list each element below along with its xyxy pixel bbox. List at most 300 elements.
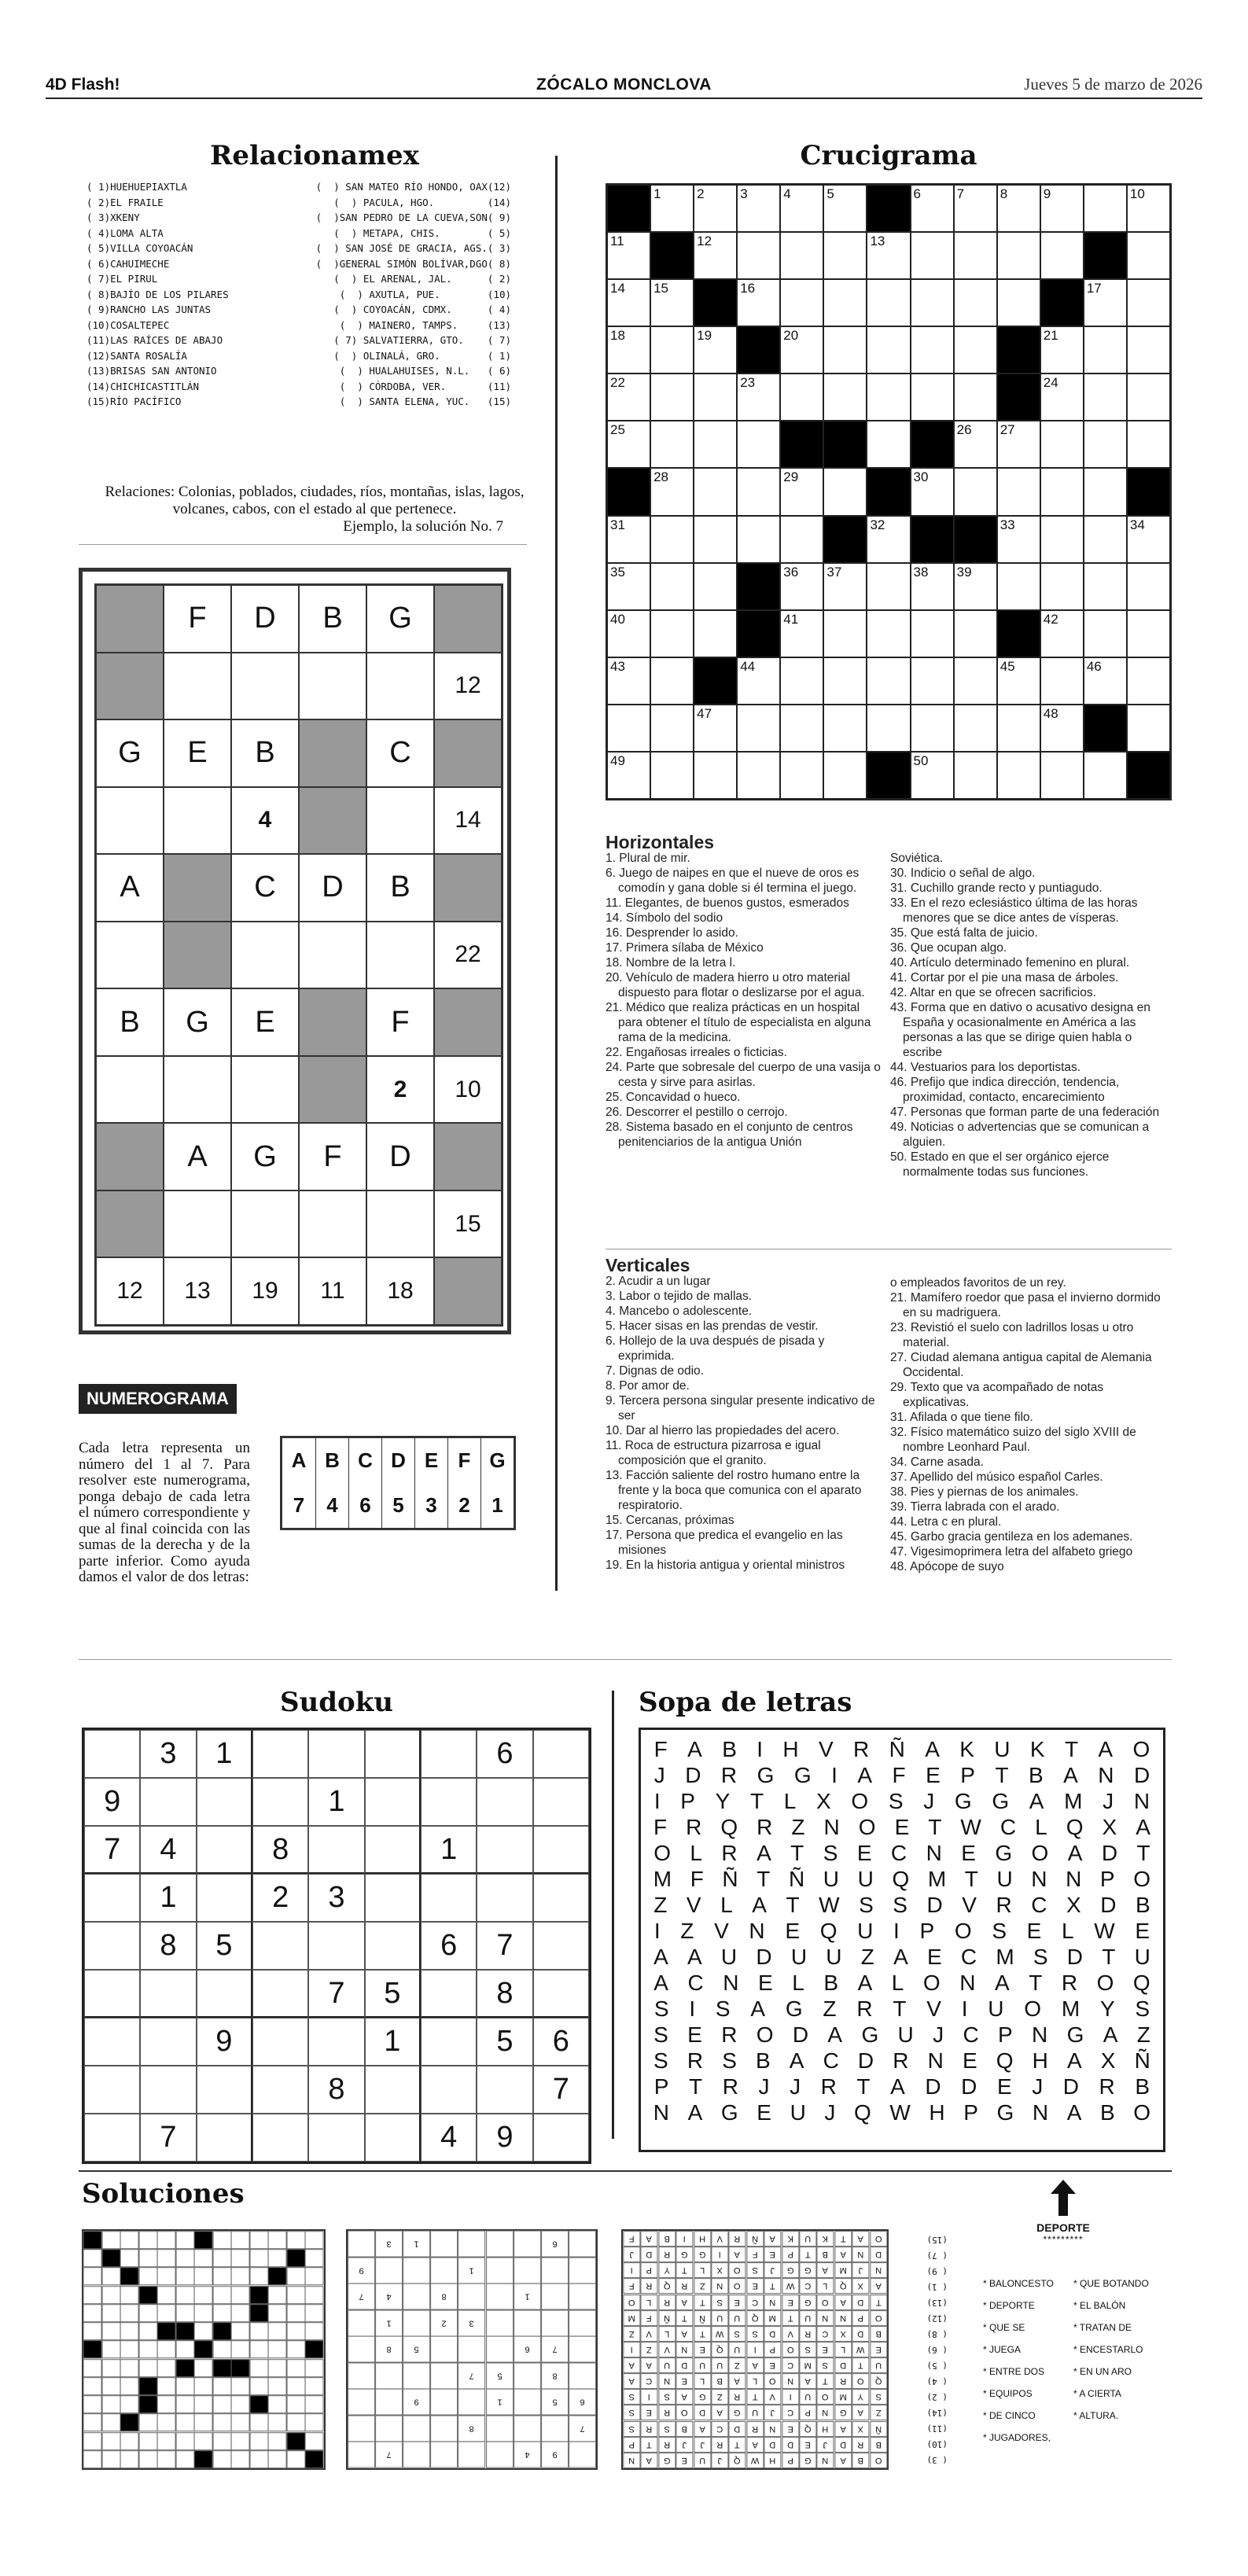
sudoku-cell: 1 xyxy=(140,1874,196,1922)
clue: 29. Texto que va acompañado de notas explicativas. xyxy=(890,1381,1104,1409)
letter: S xyxy=(1135,1996,1150,2021)
solution-cell xyxy=(486,2416,514,2442)
solution-letter: T xyxy=(676,2310,693,2326)
crossword-cell xyxy=(911,610,954,657)
ng-cell xyxy=(231,1056,299,1124)
letter: G xyxy=(861,2022,879,2047)
letter: E xyxy=(757,2100,771,2125)
solution-cell xyxy=(268,2249,287,2267)
letter: I xyxy=(653,1919,661,1943)
crossword-cell xyxy=(1040,752,1084,799)
crossword-cell xyxy=(911,657,954,705)
letter: U xyxy=(823,1867,840,1891)
solution-letter: D xyxy=(764,2326,781,2342)
solution-cell xyxy=(268,2340,287,2358)
solution-cell: 1 xyxy=(375,2310,403,2337)
solution-cell xyxy=(176,2340,195,2358)
solution-cell xyxy=(231,2340,250,2358)
sudoku-cell xyxy=(365,2114,421,2162)
crossword-cell xyxy=(911,705,954,752)
letter: P xyxy=(1099,1867,1115,1891)
solution-letter: D xyxy=(852,2294,869,2310)
crossword-cell xyxy=(1127,610,1170,657)
ng-cell: C xyxy=(231,854,299,922)
letter: Q xyxy=(1066,1815,1084,1839)
letter: O xyxy=(954,1919,972,1943)
crossword-cell xyxy=(997,752,1040,799)
key-letter: G xyxy=(480,1438,514,1483)
clue-number: 27 xyxy=(1000,422,1015,438)
crossword-cell xyxy=(1040,657,1084,705)
solution-letter: A xyxy=(834,2453,852,2468)
solution-letter: N xyxy=(764,2294,781,2310)
solution-letter: A xyxy=(676,2326,693,2342)
solution-cell xyxy=(305,2377,324,2395)
sudoku-cell xyxy=(365,2066,421,2114)
solution-letter: U xyxy=(658,2357,676,2373)
solution-cell xyxy=(120,2304,139,2322)
solution-cell xyxy=(157,2267,176,2285)
solution-cell xyxy=(305,2432,324,2450)
solution-letter: Z xyxy=(640,2342,657,2357)
solution-cell xyxy=(430,2442,458,2468)
solution-letter: B xyxy=(816,2247,834,2262)
solution-letter: R xyxy=(676,2278,693,2294)
letter: Z xyxy=(1136,2022,1150,2047)
crossword-cell xyxy=(650,610,694,657)
numerograma-key xyxy=(280,1436,516,1530)
sudoku-cell: 5 xyxy=(477,2018,532,2066)
letter: G xyxy=(1066,2022,1084,2047)
sudoku-cell xyxy=(533,1874,589,1922)
letter: F xyxy=(892,1763,906,1787)
crossword-cell xyxy=(1084,657,1127,705)
solution-cell xyxy=(176,2267,195,2285)
solution-cell xyxy=(157,2413,176,2431)
letter: A xyxy=(994,1971,1010,1995)
solution-letter: U xyxy=(799,2310,816,2326)
crossword-block xyxy=(997,610,1040,657)
solution-letter: B xyxy=(711,2373,728,2389)
clue: 47. Vigesimoprimera letra del alfabeto griego xyxy=(890,1545,1133,1558)
sudoku-cell xyxy=(308,2114,364,2162)
solution-cell: 8 xyxy=(541,2363,569,2390)
ng-cell xyxy=(231,922,299,989)
solution-cell xyxy=(176,2286,195,2304)
sudoku-cell xyxy=(84,1730,140,1778)
letter: S xyxy=(653,1996,669,2021)
solution-cell xyxy=(83,2249,102,2267)
solution-cell xyxy=(194,2359,213,2377)
solution-cell xyxy=(403,2442,430,2468)
solution-letter: N xyxy=(816,2310,834,2326)
letter: S xyxy=(992,1919,1007,1943)
sudoku-cell xyxy=(140,1778,196,1826)
sudoku-cell xyxy=(252,1778,308,1826)
solution-cell xyxy=(541,2258,569,2284)
crossword-block xyxy=(867,185,910,232)
clue-number: 5 xyxy=(826,186,834,201)
letter: R xyxy=(893,2048,909,2073)
solution-letter: R xyxy=(728,2231,745,2247)
clue: 40. Artículo determinado femenino en plural. xyxy=(890,956,1130,970)
rx-state: ( ) MAINERO, TAMPS. (13) xyxy=(339,318,511,331)
key-value: 7 xyxy=(293,1493,305,1517)
solution-letter: G xyxy=(658,2453,676,2468)
solution-cell xyxy=(250,2450,269,2468)
clue-number: 28 xyxy=(653,469,668,485)
letter: T xyxy=(1136,1841,1150,1865)
crossword-cell xyxy=(780,326,823,374)
letter: C xyxy=(890,1841,907,1865)
crossword-cell xyxy=(1084,421,1127,468)
letter: M xyxy=(927,1867,947,1891)
relacionamex-row xyxy=(87,394,511,410)
solution-letter: J xyxy=(676,2437,693,2453)
letter: V xyxy=(926,1996,941,2021)
crucigrama-title: Crucigrama xyxy=(800,140,977,171)
letter: W xyxy=(889,2100,911,2125)
letter: D xyxy=(925,2074,941,2099)
solution-cell xyxy=(403,2310,430,2337)
ng-cell: 12 xyxy=(434,653,502,720)
solution-letter: E xyxy=(640,2405,657,2420)
crossword-cell xyxy=(650,516,694,563)
solution-cell xyxy=(120,2359,139,2377)
solution-letter: A xyxy=(746,2437,764,2453)
divider xyxy=(79,2170,1172,2172)
solution-number: ( 8) xyxy=(926,2329,948,2339)
ng-cell xyxy=(164,1056,231,1124)
clue: 19. En la historia antigua y oriental ministros xyxy=(606,1558,845,1572)
letter: E xyxy=(961,1841,976,1865)
solution-cell xyxy=(231,2432,250,2450)
letter: Z xyxy=(823,1996,837,2021)
sudoku-cell xyxy=(477,2066,532,2114)
solution-cell xyxy=(102,2395,121,2413)
word-search-row xyxy=(644,1970,1160,1996)
crossword-cell xyxy=(997,421,1040,468)
sudoku-cell: 5 xyxy=(197,1922,252,1970)
solution-block xyxy=(102,2249,121,2267)
clue-number: 49 xyxy=(610,753,625,768)
solution-letter: A xyxy=(640,2357,657,2373)
solution-letter: P xyxy=(623,2437,640,2453)
letter: J xyxy=(758,2074,770,2099)
letter: J xyxy=(1103,1789,1114,1813)
rx-state: ( ) SAN MATEO RÍO HONDO, OAX(12) xyxy=(315,181,511,193)
sudoku-cell xyxy=(197,1874,252,1922)
clue: 17. Persona que predica el evangelio en las misiones xyxy=(606,1529,843,1557)
word-search-row xyxy=(644,1814,1160,1840)
solution-cell xyxy=(194,2249,213,2267)
letter: J xyxy=(824,2100,836,2125)
letter: R xyxy=(1099,2074,1115,2099)
ng-cell: D xyxy=(366,1123,434,1190)
letter: L xyxy=(783,1789,797,1813)
deporte-word: * ENCESTARLO xyxy=(1073,2344,1143,2355)
solution-block xyxy=(83,2231,102,2249)
deporte-word: * JUGADORES, xyxy=(983,2432,1051,2443)
crossword-cell xyxy=(1127,563,1170,610)
solution-cell: 1 xyxy=(403,2231,430,2258)
crossword-block xyxy=(737,610,780,657)
solution-letter: A xyxy=(640,2231,657,2247)
clue-number: 33 xyxy=(1000,517,1015,532)
solution-cell xyxy=(268,2359,287,2377)
sudoku-cell: 7 xyxy=(477,1922,532,1970)
solution-block xyxy=(139,2377,158,2395)
rx-state: ( ) METAPA, CHIS. ( 5) xyxy=(333,226,511,239)
letter: A xyxy=(1136,1815,1150,1839)
crossword-cell xyxy=(1084,185,1127,232)
letter: G xyxy=(992,1789,1010,1813)
solution-cell xyxy=(120,2340,139,2358)
letter: I xyxy=(653,1789,661,1813)
solution-cell xyxy=(287,2340,306,2358)
solution-cell: 7 xyxy=(569,2416,596,2442)
letter: B xyxy=(823,1971,839,1995)
clue-number: 14 xyxy=(610,281,625,296)
letter: Z xyxy=(653,1893,668,1917)
crossword-cell xyxy=(867,421,910,468)
ng-cell: B xyxy=(366,854,434,922)
solution-letter: E xyxy=(676,2453,693,2468)
solution-cell xyxy=(194,2395,213,2413)
crossword-cell xyxy=(954,657,997,705)
crossword-block xyxy=(1127,468,1170,515)
solution-cell xyxy=(305,2322,324,2340)
crossword-cell xyxy=(867,705,910,752)
solution-cell xyxy=(176,2304,195,2322)
key-letter: F xyxy=(447,1438,480,1483)
solution-cell xyxy=(430,2363,458,2390)
relacionamex-row xyxy=(87,210,511,226)
solution-letter: N xyxy=(711,2278,728,2294)
letter: R xyxy=(720,1763,738,1787)
letter: O xyxy=(851,1789,869,1813)
clue-number: 42 xyxy=(1043,611,1058,627)
clue-number: 47 xyxy=(697,705,712,721)
clue: 5. Hacer sisas en las prendas de vestir. xyxy=(606,1319,819,1333)
letter: Y xyxy=(1099,1996,1115,2021)
solution-cell xyxy=(102,2413,121,2431)
solution-letter: D xyxy=(676,2357,693,2373)
ng-cell: F xyxy=(366,988,434,1056)
solution-cell xyxy=(458,2442,485,2468)
crossword-cell xyxy=(911,185,954,232)
clue-number: 50 xyxy=(913,753,929,768)
crossword-cell xyxy=(1127,232,1170,279)
sudoku-cell: 7 xyxy=(533,2066,589,2114)
crossword-cell xyxy=(694,752,737,799)
crossword-cell xyxy=(954,468,997,515)
letter: Ñ xyxy=(722,1867,738,1891)
relacionamex-row xyxy=(87,256,511,272)
letter: T xyxy=(786,1893,800,1917)
solution-letter: V xyxy=(711,2231,728,2247)
sudoku-cell xyxy=(140,2018,196,2066)
solution-letter: A xyxy=(834,2247,852,2262)
solution-cell xyxy=(102,2377,121,2395)
rx-place: ( 8)BAJÍO DE LOS PILARES xyxy=(87,288,229,300)
solution-letter: W xyxy=(852,2342,869,2357)
letter: S xyxy=(653,2048,668,2073)
solution-cell xyxy=(348,2231,375,2258)
letter: S xyxy=(888,1789,904,1813)
sudoku-cell xyxy=(533,1922,589,1970)
clue-number: 29 xyxy=(783,469,799,485)
sudoku-cell: 1 xyxy=(421,1826,477,1874)
clue: 6. Hollejo de la uva después de pisada y exprimida. xyxy=(606,1334,825,1363)
sudoku-cell xyxy=(140,2066,196,2114)
solution-cell xyxy=(102,2432,121,2450)
letter: I xyxy=(689,1996,696,2021)
solution-letter: D xyxy=(782,2437,799,2453)
ng-cell xyxy=(231,653,299,720)
solution-block xyxy=(120,2413,139,2431)
sudoku-cell xyxy=(308,2018,364,2066)
key-value: 1 xyxy=(480,1483,514,1528)
solution-letter: Z xyxy=(623,2326,640,2342)
solution-cell xyxy=(213,2304,232,2322)
letter: C xyxy=(960,1945,977,1969)
word-search-row xyxy=(644,1944,1160,1970)
clue: Soviética. xyxy=(890,852,944,865)
solution-cell xyxy=(213,2249,232,2267)
letter: B xyxy=(1136,1893,1150,1917)
sudoku-cell: 9 xyxy=(197,2018,252,2066)
solution-cell xyxy=(120,2377,139,2395)
clue-number: 39 xyxy=(956,564,972,580)
solution-cell xyxy=(569,2258,596,2284)
relacionamex-instructions: Relaciones: Colonias, poblados, ciudades, ríos, montañas, islas, lagos, volcanes, cabos, con el estado al que pertenece. xyxy=(105,484,525,517)
letter: P xyxy=(998,2022,1013,2047)
solution-cell xyxy=(305,2249,324,2267)
crossword-cell xyxy=(1127,657,1170,705)
letter: C xyxy=(823,2048,839,2073)
solution-letter: L xyxy=(640,2294,657,2310)
crossword-cell xyxy=(694,610,737,657)
clue-number: 15 xyxy=(653,281,668,296)
solution-block xyxy=(305,2340,324,2358)
solution-cell xyxy=(176,2231,195,2249)
rx-place: (10)COSALTEPEC xyxy=(87,318,170,331)
sudoku-cell: 9 xyxy=(84,1778,140,1826)
word-search-row xyxy=(644,1762,1160,1788)
solution-letter: J xyxy=(764,2262,781,2278)
solution-cell xyxy=(120,2395,139,2413)
crossword-cell xyxy=(607,232,650,279)
clue: 16. Desprender lo asido. xyxy=(606,926,738,940)
sudoku-cell xyxy=(533,1970,589,2018)
solution-cell: 8 xyxy=(430,2283,458,2310)
solution-letter: O xyxy=(782,2342,799,2357)
crossword-block xyxy=(867,468,910,515)
clue: 24. Parte que sobresale del cuerpo de una vasija o cesta y sirve para asirlas. xyxy=(606,1061,881,1089)
sudoku-cell: 6 xyxy=(477,1730,532,1778)
crossword-cell xyxy=(1040,563,1084,610)
solution-cell: 4 xyxy=(375,2283,403,2310)
letter: N xyxy=(1031,1867,1047,1891)
verticales-col1 xyxy=(606,1255,881,1573)
solution-cell xyxy=(287,2322,306,2340)
solution-letter: F xyxy=(746,2247,764,2262)
crossword-block xyxy=(997,326,1040,374)
solution-cell xyxy=(102,2304,121,2322)
solution-letter: A xyxy=(711,2405,728,2420)
solution-letter: P xyxy=(852,2310,869,2326)
solution-number: (12) xyxy=(926,2313,948,2324)
crossword-cell xyxy=(954,185,997,232)
letter: J xyxy=(923,1789,935,1813)
solution-letter: T xyxy=(676,2262,693,2278)
ng-cell xyxy=(366,787,434,855)
solution-cell: 7 xyxy=(541,2336,569,2363)
solution-cell xyxy=(287,2267,306,2285)
crossword-cell xyxy=(997,279,1040,326)
solution-cell xyxy=(102,2231,121,2249)
solution-cell xyxy=(541,2310,569,2337)
letter: O xyxy=(1133,2100,1151,2125)
key-value: 3 xyxy=(414,1483,447,1528)
ng-cell: 18 xyxy=(366,1257,434,1325)
solution-cell xyxy=(231,2377,250,2395)
clue-number: 46 xyxy=(1086,658,1102,674)
letter: T xyxy=(928,1815,942,1839)
key-value: 4 xyxy=(315,1483,348,1528)
solution-letter: A xyxy=(852,2405,869,2420)
crossword-cell xyxy=(954,563,997,610)
crossword-block xyxy=(911,421,954,468)
letter: H xyxy=(1032,2048,1048,2073)
clue-number: 21 xyxy=(1043,328,1058,344)
clue-number: 10 xyxy=(1129,186,1145,201)
rx-place: (12)SANTA ROSALÍA xyxy=(87,349,187,362)
letter: G xyxy=(995,1841,1013,1865)
clue-number: 32 xyxy=(870,517,885,532)
solution-cell xyxy=(250,2340,269,2358)
clue-number: 8 xyxy=(1000,186,1008,201)
letter: U xyxy=(857,1867,874,1891)
solution-cell xyxy=(194,2304,213,2322)
letter: E xyxy=(926,1945,942,1969)
solution-letter: Ñ xyxy=(746,2231,764,2247)
crossword-cell xyxy=(1040,232,1084,279)
letter: S xyxy=(1033,1945,1048,1969)
solution-letter: B xyxy=(870,2326,887,2342)
word-search-row xyxy=(644,2022,1160,2048)
letter: R xyxy=(996,1893,1012,1917)
solution-letter: E xyxy=(764,2357,781,2373)
deporte-word: * DEPORTE xyxy=(983,2300,1035,2311)
solution-cell xyxy=(83,2322,102,2340)
solution-cell xyxy=(157,2377,176,2395)
key-value: 5 xyxy=(381,1483,414,1528)
clue-number: 31 xyxy=(610,517,625,532)
solution-letter: A xyxy=(799,2373,816,2389)
solution-cell xyxy=(194,2413,213,2431)
crossword-block xyxy=(1084,232,1127,279)
solution-cell xyxy=(375,2389,403,2416)
sudoku-cell xyxy=(197,1778,252,1826)
solution-cell xyxy=(102,2450,121,2468)
solution-letter: E xyxy=(728,2294,745,2310)
solution-cell xyxy=(157,2432,176,2450)
solution-letter: H xyxy=(764,2453,781,2468)
letter: A xyxy=(1066,2048,1082,2073)
letter: O xyxy=(1133,1867,1150,1891)
